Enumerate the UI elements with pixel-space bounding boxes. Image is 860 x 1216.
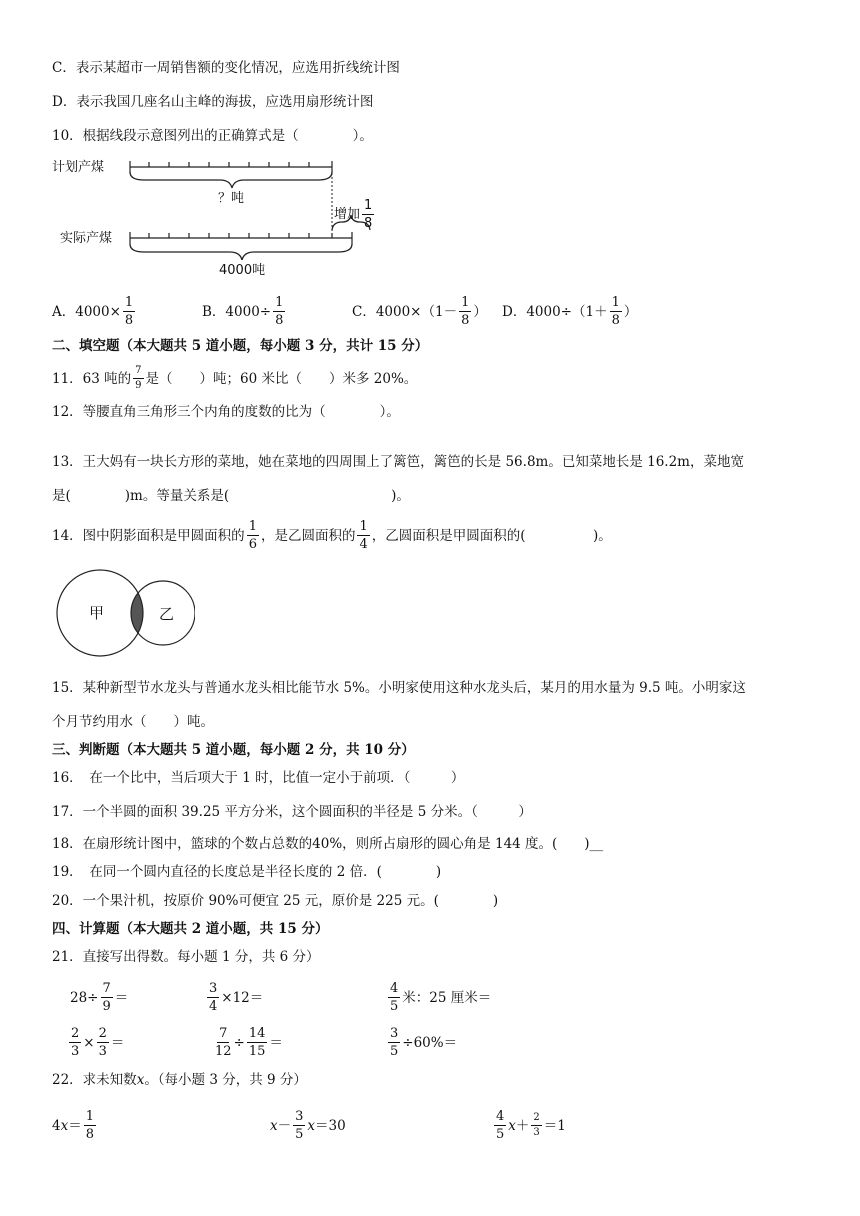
q15-line2: 个月节约用水（ ）吨。 [52, 714, 214, 730]
fraction: $\frac{1}{8}$ [611, 295, 620, 328]
q21-expr-1: 28÷ $\frac{7}{9}$ ＝ [70, 981, 129, 1014]
section-3-title: 三、判断题（本大题共 5 道小题，每小题 2 分，共 10 分） [52, 742, 415, 758]
fraction: $\frac{4}{5}$ [390, 981, 399, 1014]
section-4-title: 四、计算题（本大题共 2 道小题，共 15 分） [52, 921, 329, 937]
q22-stem: 22．求未知数 x 。（每小题 3 分，共 9 分） [52, 1072, 307, 1088]
q15-line1: 15．某种新型节水龙头与普通水龙头相比能节水 5%。小明家使用这种水龙头后，某月的用水量为 9.5 吨。小明家这 [52, 680, 746, 696]
q19: 19． 在同一个圆内直径的长度总是半径长度的 2 倍．( ) [52, 864, 442, 880]
q17: 17．一个半圆的面积 39.25 平方分米，这个圆面积的半径是 5 分米。（ ） [52, 804, 532, 820]
increase-label [334, 199, 376, 230]
increase-fraction: $\frac{1}{8}$ [364, 198, 373, 231]
q21-expr-5: $\frac{7}{12}$ ÷ $\frac{14}{15}$ ＝ [215, 1026, 283, 1059]
q21-expr-2: $\frac{3}{4}$ ×12＝ [209, 981, 264, 1014]
q10-option-b: B．4000÷ $\frac{1}{8}$ [202, 295, 284, 328]
fraction: $\frac{4}{5}$ [496, 1109, 505, 1142]
actual-brace [130, 244, 352, 260]
fraction: $\frac{2}{3}$ [71, 1026, 80, 1059]
q21-expr-6: $\frac{3}{5}$ ÷60%＝ [390, 1026, 458, 1059]
q22-eq-2: x － $\frac{3}{5}$ x ＝30 [270, 1109, 346, 1142]
fraction: $\frac{7}{9}$ [102, 981, 111, 1014]
fraction: $\frac{7}{9}$ [135, 365, 142, 391]
q21-stem: 21．直接写出得数。每小题 1 分，共 6 分） [52, 949, 320, 965]
q21-expr-4: $\frac{2}{3}$ × $\frac{2}{3}$ ＝ [71, 1026, 125, 1059]
fraction: $\frac{3}{5}$ [295, 1109, 304, 1142]
q10-option-d: D．4000÷（1＋ $\frac{1}{8}$ ） [502, 295, 638, 328]
fraction: $\frac{3}{5}$ [390, 1026, 399, 1059]
q10-option-c: C．4000×（1－ $\frac{1}{8}$ ） [352, 295, 487, 328]
fraction: $\frac{1}{8}$ [461, 295, 470, 328]
fraction: $\frac{2}{3}$ [533, 1112, 540, 1138]
fraction: $\frac{14}{15}$ [248, 1026, 266, 1059]
q10-option-a: A．4000× $\frac{1}{8}$ [52, 295, 134, 328]
q13-line2: 是( )m。等量关系是( )。 [52, 488, 410, 504]
plan-brace [130, 172, 332, 188]
actual-total-label: 4000吨 [219, 263, 266, 278]
fraction: $\frac{1}{8}$ [124, 295, 134, 328]
q22-eq-1: 4 x ＝ $\frac{1}{8}$ [52, 1109, 94, 1142]
q18: 18．在扇形统计图中，篮球的个数占总数的40%，则所占扇形的圆心角是 144 度。( )__ [52, 836, 604, 852]
q21-expr-3: $\frac{4}{5}$ 米：25 厘米＝ [390, 981, 492, 1014]
q9-option-d: D．表示我国几座名山主峰的海拔，应选用扇形统计图 [52, 94, 374, 110]
plan-label: 计划产煤 [52, 160, 105, 175]
fraction: $\frac{2}{3}$ [98, 1026, 107, 1059]
fraction: $\frac{1}{4}$ [359, 519, 368, 552]
unknown-tons-label: ？吨 [218, 191, 245, 206]
overlapping-circles-diagram [55, 566, 195, 662]
q11: 11．63 吨的 $\frac{7}{9}$ 是（ ）吨；60 米比（ ）米多 20%。 [52, 365, 418, 391]
q20: 20．一个果汁机，按原价 90%可便宜 25 元，原价是 225 元。( ) [52, 893, 499, 909]
q9-option-c: C．表示某超市一周销售额的变化情况，应选用折线统计图 [52, 60, 400, 76]
q16: 16． 在一个比中，当后项大于 1 时，比值一定小于前项．（ ） [52, 770, 465, 786]
q10-stem: 10．根据线段示意图列出的正确算式是（ ）。 [52, 128, 373, 144]
circle-b-label: 乙 [159, 605, 175, 623]
q13-line1: 13．王大妈有一块长方形的菜地，她在菜地的四周围上了篱笆，篱笆的长是 56.8m。已知菜地长是 16.2m，菜地宽 [52, 454, 744, 470]
q14: 14．图中阴影面积是甲圆面积的 $\frac{1}{6}$ ，是乙圆面积的 $\frac{1}{4}$ ，乙圆面积是甲圆面积的( )。 [52, 519, 612, 552]
fraction: $\frac{1}{8}$ [85, 1109, 94, 1142]
fraction: $\frac{7}{12}$ [215, 1026, 232, 1059]
q12: 12．等腰直角三角形三个内角的度数的比为（ ）。 [52, 404, 400, 420]
increase-text: 增加 [334, 206, 361, 222]
fraction: $\frac{1}{8}$ [275, 295, 284, 328]
actual-label: 实际产煤 [60, 231, 113, 246]
q22-eq-3: $\frac{4}{5}$ x ＋ $\frac{2}{3}$ ＝1 [496, 1109, 566, 1142]
fraction: $\frac{1}{6}$ [248, 519, 257, 552]
section-2-title: 二、填空题（本大题共 5 道小题，每小题 3 分，共计 15 分） [52, 338, 429, 354]
circle-a-label: 甲 [89, 604, 105, 622]
fraction: $\frac{3}{4}$ [209, 981, 218, 1014]
line-segment-diagram [52, 152, 392, 287]
